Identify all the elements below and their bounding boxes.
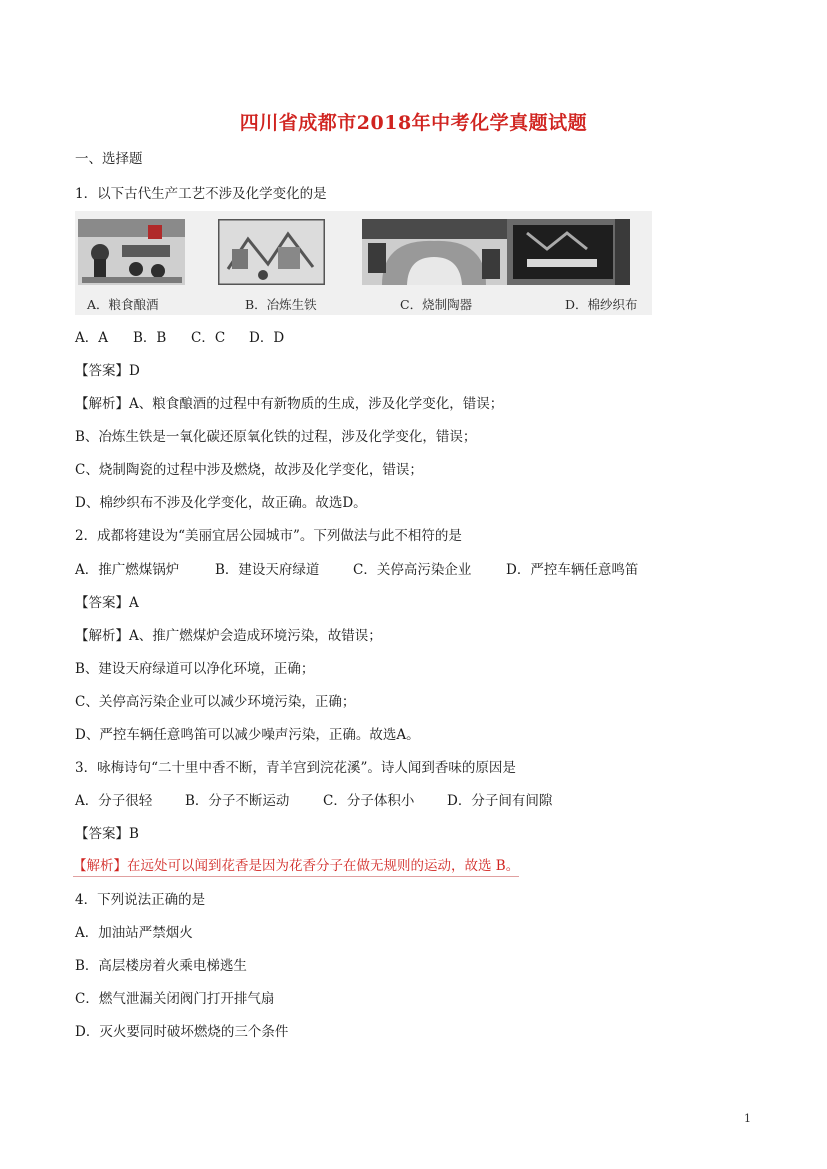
analysis-tag: 【解析】 [73,858,127,877]
question-3-stem: 3．咏梅诗句“二十里中香不断，青羊宫到浣花溪”。诗人闻到香味的原因是 [75,760,516,776]
question-4-option-a: A．加油站严禁烟火 [75,925,193,941]
question-4-option-b: B．高层楼房着火乘电梯逃生 [75,958,247,974]
option-a: A．A [75,330,108,346]
question-1-stem: 1．以下古代生产工艺不涉及化学变化的是 [75,186,327,202]
option-d: D．分子间有间隙 [447,793,553,809]
question-2-answer: 【答案】A [75,595,139,611]
question-4-option-d: D．灭火要同时破坏燃烧的三个条件 [75,1024,289,1040]
question-2-analysis-line: 【解析】A、推广燃煤炉会造成环境污染，故错误； [75,628,382,644]
option-d: D．D [249,330,285,346]
question-1-analysis-line: C、烧制陶瓷的过程中涉及燃烧，故涉及化学变化，错误； [75,462,423,478]
page-number: 1 [744,1112,751,1125]
caption-d: D．棉纱织布 [565,297,638,312]
pottery-image [362,219,507,285]
cotton-weaving-image [507,219,630,285]
option-b: B．分子不断运动 [185,793,290,809]
iron-smelting-image [218,219,325,285]
question-2-analysis-line: B、建设天府绿道可以净化环境，正确； [75,661,315,677]
section-heading: 一、选择题 [75,151,143,167]
option-d: D．严控车辆任意鸣笛 [506,562,639,578]
question-2-options [75,561,638,579]
caption-c: C．烧制陶器 [400,297,473,312]
question-3-answer: 【答案】B [75,826,139,842]
question-1-answer: 【答案】D [75,363,140,379]
question-1-analysis-line: 【解析】A、粮食酿酒的过程中有新物质的生成，涉及化学变化，错误； [75,396,504,412]
option-a: A．分子很轻 [75,793,153,809]
question-1-analysis-line: D、棉纱织布不涉及化学变化，故正确。故选D。 [75,495,367,511]
caption-b: B．冶炼生铁 [245,297,317,312]
question-2-stem: 2．成都将建设为“美丽宜居公园城市”。下列做法与此不相符的是 [75,528,462,544]
option-c: C．C [191,330,226,346]
question-2-analysis-line: C、关停高污染企业可以减少环境污染，正确； [75,694,356,710]
question-3-analysis [73,857,519,875]
caption-a: A．粮食酿酒 [87,297,159,312]
option-b: B．B [133,330,167,346]
question-4-stem: 4．下列说法正确的是 [75,892,206,908]
question-1-analysis-line: B、冶炼生铁是一氧化碳还原氧化铁的过程，涉及化学变化，错误； [75,429,477,445]
question-1-options [75,329,284,347]
option-b: B．建设天府绿道 [215,562,320,578]
analysis-text: 在远处可以闻到花香是因为花香分子在做无规则的运动，故选 B。 [127,858,519,877]
question-2-analysis-line: D、严控车辆任意鸣笛可以减少噪声污染，正确。故选A。 [75,727,420,743]
option-c: C．分子体积小 [323,793,415,809]
question-4-option-c: C．燃气泄漏关闭阀门打开排气扇 [75,991,275,1007]
question-3-options [75,792,552,810]
brewing-image [78,219,185,285]
page-title: 四川省成都市2018年中考化学真题试题 [239,112,588,134]
option-c: C．关停高污染企业 [353,562,472,578]
option-a: A．推广燃煤锅炉 [75,562,180,578]
question-1-figure [75,211,652,315]
